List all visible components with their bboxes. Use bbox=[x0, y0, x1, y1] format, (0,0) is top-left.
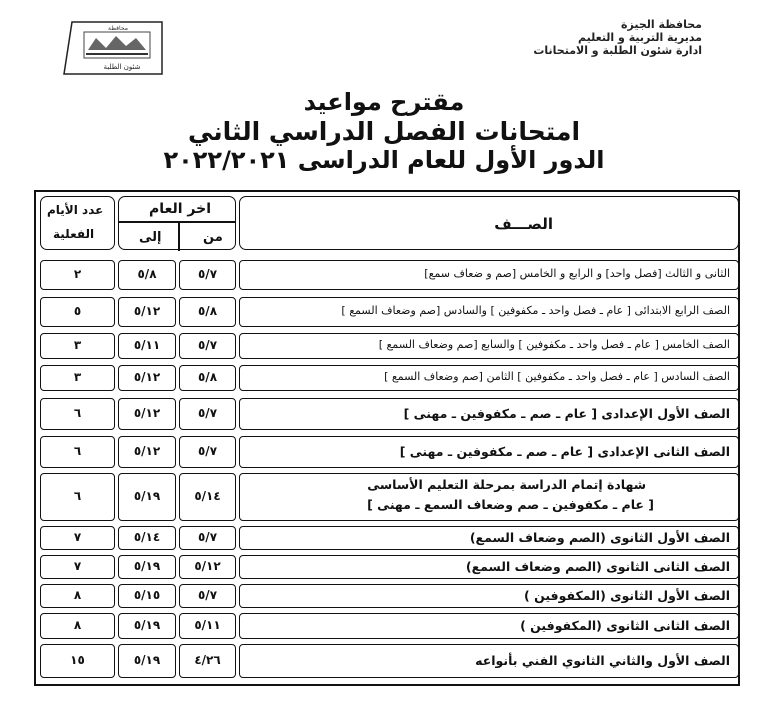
row-class-label: الصف الثانى الثانوى (الصم وضعاف السمع) bbox=[465, 559, 730, 574]
row-days-count: ٧ bbox=[73, 559, 82, 573]
header-class: الصـــف bbox=[494, 215, 553, 233]
authority-governorate: محافظة الجيزة bbox=[621, 18, 702, 31]
row-days-count: ٦ bbox=[73, 444, 82, 458]
row-days-count: ٣ bbox=[73, 338, 82, 352]
row-from-date: ٥/٨ bbox=[197, 304, 218, 318]
header-from: من bbox=[203, 230, 223, 245]
authority-directorate: مديرية التربية و التعليم bbox=[578, 31, 702, 44]
row-class-label: الصف الأول الإعدادى [ عام ـ صم ـ مكفوفين ـ مهنى ] bbox=[403, 406, 730, 421]
svg-text:محافظة: محافظة bbox=[108, 25, 128, 32]
row-class-label: الصف الخامس [ عام ـ فصل واحد ـ مكفوفين ] والسابع [صم وضعاف السمع ] bbox=[378, 338, 730, 351]
row-to-date: ٥/١١ bbox=[133, 338, 161, 352]
row-from-date: ٥/٨ bbox=[197, 370, 218, 384]
row-class-label: الصف الثانى الإعدادى [ عام ـ صم ـ مكفوفين ـ مهنى ] bbox=[399, 444, 730, 459]
stamp-label: شئون الطلبة bbox=[103, 63, 141, 71]
row-from-date: ٥/٧ bbox=[197, 444, 218, 458]
row-to-date: ٥/١٩ bbox=[133, 489, 161, 503]
row-to-date: ٥/١٢ bbox=[133, 370, 161, 384]
header-year-end: اخر العام bbox=[149, 201, 211, 217]
row-days-count: ٢ bbox=[73, 267, 82, 281]
title-session-year: الدور الأول للعام الدراسى ٢٠٢٢/٢٠٢١ bbox=[163, 146, 605, 174]
row-from-date: ٤/٢٦ bbox=[194, 653, 221, 667]
row-from-date: ٥/١٤ bbox=[194, 489, 221, 503]
header-year-end-box bbox=[118, 196, 236, 250]
row-class-label: الصف الأول الثانوى (المكفوفين ) bbox=[524, 588, 730, 603]
row-class-label: الصف السادس [ عام ـ فصل واحد ـ مكفوفين ] الثامن [صم وضعاف السمع ] bbox=[384, 370, 730, 383]
row-class-line2: [ عام ـ مكفوفين ـ صم وضعاف السمع ـ مهنى ] bbox=[367, 497, 654, 512]
row-to-date: ٥/١٤ bbox=[133, 530, 161, 544]
row-from-date: ٥/١٢ bbox=[194, 559, 221, 573]
row-class-label: الصف الرابع الابتدائى [ عام ـ فصل واحد ـ مكفوفين ] والسادس [صم وضعاف السمع ] bbox=[341, 304, 730, 317]
row-from-date: ٥/٧ bbox=[197, 588, 218, 602]
row-from-date: ٥/٧ bbox=[197, 267, 218, 281]
row-days-count: ٨ bbox=[73, 588, 82, 602]
row-from-date: ٥/٧ bbox=[197, 338, 218, 352]
row-to-date: ٥/١٢ bbox=[133, 406, 161, 420]
row-to-date: ٥/١٥ bbox=[133, 588, 161, 602]
authority-department: ادارة شئون الطلبة و الامتحانات bbox=[533, 44, 702, 57]
row-to-date: ٥/١٢ bbox=[133, 444, 161, 458]
row-from-date: ٥/٧ bbox=[197, 530, 218, 544]
row-class-label: الثانى و الثالث [فصل واحد] و الرابع و الخامس [صم و ضعاف سمع] bbox=[424, 267, 730, 280]
row-from-date: ٥/٧ bbox=[197, 406, 218, 420]
row-days-count: ٥ bbox=[73, 304, 82, 318]
row-days-count: ١٥ bbox=[70, 653, 85, 667]
row-days-count: ٨ bbox=[73, 618, 82, 632]
row-days-count: ٣ bbox=[73, 370, 82, 384]
header-days-line1: عدد الأيام bbox=[47, 203, 104, 217]
row-class-label: الصف الأول الثانوى (الصم وضعاف السمع) bbox=[469, 530, 730, 545]
row-days-count: ٧ bbox=[73, 530, 82, 544]
row-class-label: الصف الثانى الثانوى (المكفوفين ) bbox=[520, 618, 730, 633]
row-from-date: ٥/١١ bbox=[194, 618, 221, 632]
header-days-line2: الفعلية bbox=[53, 227, 95, 241]
issuing-authority bbox=[442, 18, 702, 57]
row-to-date: ٥/١٩ bbox=[133, 559, 161, 573]
title-exams: امتحانات الفصل الدراسي الثاني bbox=[187, 117, 581, 146]
ministry-seal bbox=[62, 20, 166, 76]
header-class-box bbox=[239, 196, 739, 250]
schedule-table bbox=[34, 190, 740, 686]
title-proposal: مقترح مواعيد bbox=[303, 88, 465, 116]
row-to-date: ٥/١٩ bbox=[133, 618, 161, 632]
row-class-label: الصف الأول والثاني الثانوي الفني بأنواعه bbox=[475, 653, 730, 668]
header-to: إلى bbox=[139, 230, 162, 245]
row-to-date: ٥/١٢ bbox=[133, 304, 161, 318]
row-days-count: ٦ bbox=[73, 489, 82, 503]
row-to-date: ٥/٨ bbox=[137, 267, 157, 281]
row-class-line1: شهادة إتمام الدراسة بمرحلة التعليم الأساسى bbox=[367, 477, 646, 492]
row-to-date: ٥/١٩ bbox=[133, 653, 161, 667]
row-days-count: ٦ bbox=[73, 406, 82, 420]
header-days-box bbox=[40, 196, 115, 250]
